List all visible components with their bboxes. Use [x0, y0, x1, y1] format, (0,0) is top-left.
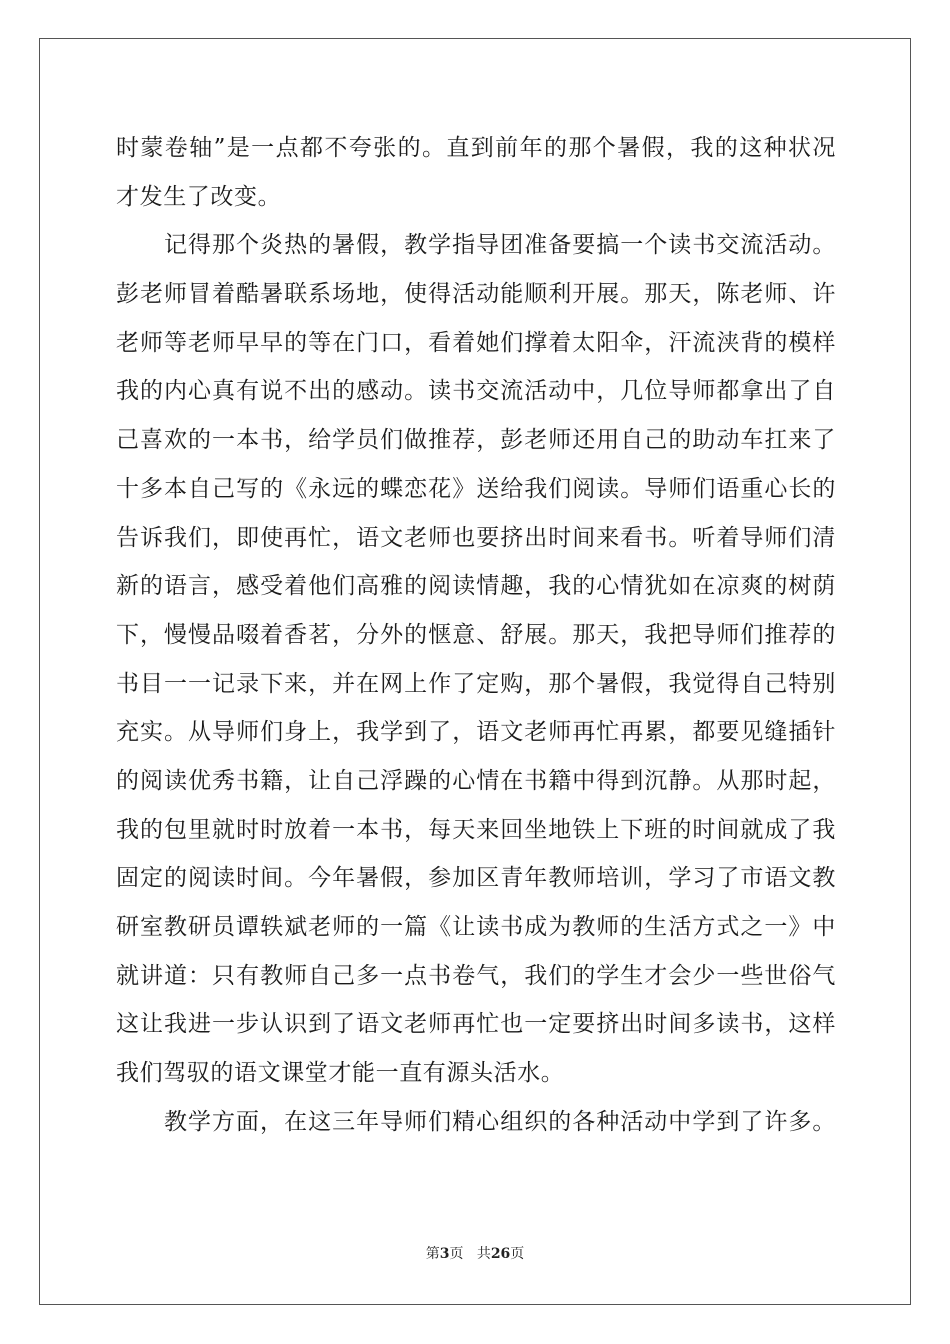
text-line: 固定的阅读时间。今年暑假，参加区青年教师培训，学习了市语文教: [116, 865, 836, 892]
paragraph-start-line: 教学方面，在这三年导师们精心组织的各种活动中学到了许多。: [164, 1108, 836, 1135]
page-suffix: 页: [449, 1246, 464, 1262]
text-line: 老师等老师早早的等在门口，看着她们撑着太阳伞，汗流浃背的模样: [116, 329, 836, 356]
text-line: 就讲道：只有教师自己多一点书卷气，我们的学生才会少一些世俗气: [116, 962, 836, 989]
text-line: 新的语言，感受着他们高雅的阅读情趣，我的心情犹如在凉爽的树荫: [116, 573, 836, 600]
body-text: [116, 124, 836, 1146]
text-line: 这让我进一步认识到了语文老师再忙也一定要挤出时间多读书，这样: [116, 1011, 836, 1038]
text-line: 十多本自己写的《永远的蝶恋花》送给我们阅读。导师们语重心长的: [116, 475, 836, 502]
text-line: 己喜欢的一本书，给学员们做推荐，彭老师还用自己的助动车扛来了: [116, 427, 836, 454]
total-pages: 26: [490, 1246, 511, 1262]
total-prefix: 共: [476, 1246, 491, 1262]
text-line: 才发生了改变。: [116, 183, 282, 210]
text-line: 我们驾驭的语文课堂才能一直有源头活水。: [116, 1060, 565, 1087]
page-number: 3: [439, 1246, 450, 1262]
text-line: 下，慢慢品啜着香茗，分外的惬意、舒展。那天，我把导师们推荐的: [116, 621, 836, 648]
page-prefix: 第: [425, 1246, 440, 1262]
text-line: 告诉我们，即使再忙，语文老师也要挤出时间来看书。听着导师们清: [116, 524, 836, 551]
page-footer: [0, 1243, 950, 1263]
total-suffix: 页: [510, 1246, 525, 1262]
text-line: 我的包里就时时放着一本书，每天来回坐地铁上下班的时间就成了我: [116, 816, 836, 843]
text-line: 时蒙卷轴”是一点都不夸张的。直到前年的那个暑假，我的这种状况: [116, 135, 836, 161]
text-line: 充实。从导师们身上，我学到了，语文老师再忙再累，都要见缝插针: [116, 719, 836, 746]
text-line: 彭老师冒着酷暑联系场地，使得活动能顺利开展。那天，陈老师、许: [116, 281, 836, 308]
paragraph-start-line: 记得那个炎热的暑假，教学指导团准备要搞一个读书交流活动。: [164, 232, 836, 259]
text-line: 我的内心真有说不出的感动。读书交流活动中，几位导师都拿出了自: [116, 378, 836, 405]
text-line: 的阅读优秀书籍，让自己浮躁的心情在书籍中得到沉静。从那时起，: [116, 767, 836, 794]
text-line: 研室教研员谭轶斌老师的一篇《让读书成为教师的生活方式之一》中: [116, 914, 836, 940]
text-line: 书目一一记录下来，并在网上作了定购，那个暑假，我觉得自己特别: [116, 670, 836, 697]
